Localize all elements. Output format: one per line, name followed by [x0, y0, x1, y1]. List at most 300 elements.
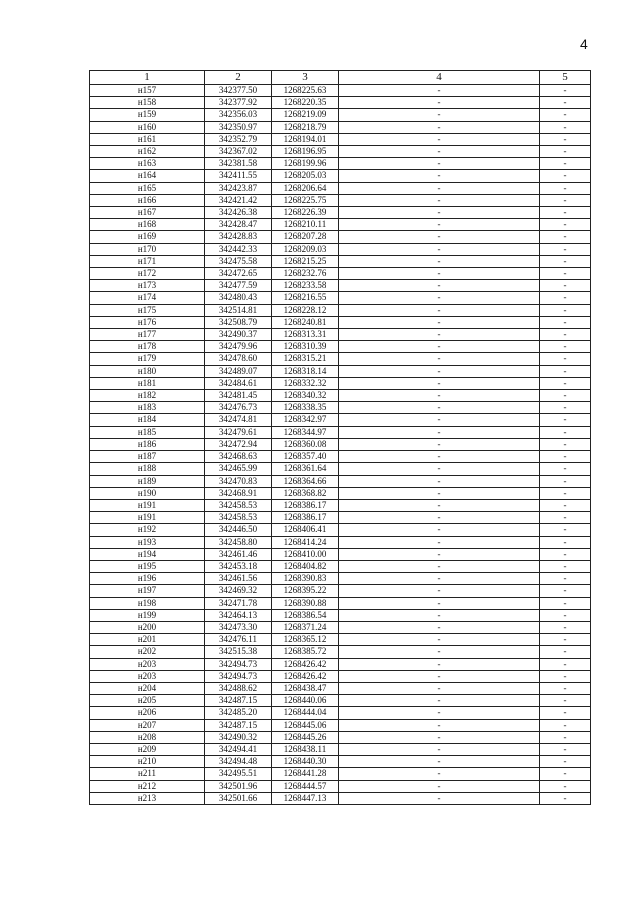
y-coordinate-cell: 1268216.55: [272, 292, 339, 304]
column-5-cell: -: [540, 426, 591, 438]
point-number-cell: н189: [90, 475, 205, 487]
column-4-cell: -: [339, 341, 540, 353]
table-row: [90, 719, 591, 731]
y-coordinate-cell: 1268438.11: [272, 743, 339, 755]
point-number-cell: н209: [90, 743, 205, 755]
table-row: [90, 280, 591, 292]
table-row: [90, 695, 591, 707]
point-number-cell: н168: [90, 219, 205, 231]
y-coordinate-cell: 1268228.12: [272, 304, 339, 316]
point-number-cell: н180: [90, 365, 205, 377]
y-coordinate-cell: 1268426.42: [272, 658, 339, 670]
column-4-cell: -: [339, 377, 540, 389]
column-4-cell: -: [339, 438, 540, 450]
y-coordinate-cell: 1268404.82: [272, 560, 339, 572]
y-coordinate-cell: 1268206.64: [272, 182, 339, 194]
point-number-cell: н166: [90, 194, 205, 206]
y-coordinate-cell: 1268205.03: [272, 170, 339, 182]
y-coordinate-cell: 1268414.24: [272, 536, 339, 548]
x-coordinate-cell: 342458.80: [205, 536, 272, 548]
point-number-cell: н178: [90, 341, 205, 353]
point-number-cell: н206: [90, 707, 205, 719]
column-4-cell: -: [339, 707, 540, 719]
point-number-cell: н192: [90, 524, 205, 536]
x-coordinate-cell: 342473.30: [205, 621, 272, 633]
column-4-cell: -: [339, 792, 540, 804]
column-4-cell: -: [339, 731, 540, 743]
table-row: [90, 182, 591, 194]
point-number-cell: н187: [90, 451, 205, 463]
point-number-cell: н172: [90, 268, 205, 280]
x-coordinate-cell: 342472.65: [205, 268, 272, 280]
column-4-cell: -: [339, 756, 540, 768]
y-coordinate-cell: 1268315.21: [272, 353, 339, 365]
y-coordinate-cell: 1268219.09: [272, 109, 339, 121]
y-coordinate-cell: 1268209.03: [272, 243, 339, 255]
column-5-cell: -: [540, 780, 591, 792]
x-coordinate-cell: 342508.79: [205, 316, 272, 328]
column-5-cell: -: [540, 524, 591, 536]
x-coordinate-cell: 342485.20: [205, 707, 272, 719]
column-5-cell: -: [540, 573, 591, 585]
column-5-cell: -: [540, 621, 591, 633]
column-4-cell: -: [339, 133, 540, 145]
y-coordinate-cell: 1268318.14: [272, 365, 339, 377]
column-5-cell: -: [540, 194, 591, 206]
column-4-cell: -: [339, 743, 540, 755]
y-coordinate-cell: 1268338.35: [272, 402, 339, 414]
y-coordinate-cell: 1268196.95: [272, 146, 339, 158]
point-number-cell: н199: [90, 609, 205, 621]
table-row: [90, 634, 591, 646]
column-4-cell: -: [339, 475, 540, 487]
y-coordinate-cell: 1268220.35: [272, 97, 339, 109]
column-5-cell: -: [540, 438, 591, 450]
table-row: [90, 329, 591, 341]
point-number-cell: н197: [90, 585, 205, 597]
y-coordinate-cell: 1268444.57: [272, 780, 339, 792]
x-coordinate-cell: 342501.66: [205, 792, 272, 804]
point-number-cell: н188: [90, 463, 205, 475]
column-5-cell: -: [540, 109, 591, 121]
table-row: [90, 780, 591, 792]
x-coordinate-cell: 342489.07: [205, 365, 272, 377]
x-coordinate-cell: 342494.73: [205, 658, 272, 670]
x-coordinate-cell: 342381.58: [205, 158, 272, 170]
column-4-cell: -: [339, 658, 540, 670]
column-5-cell: -: [540, 353, 591, 365]
y-coordinate-cell: 1268342.97: [272, 414, 339, 426]
y-coordinate-cell: 1268447.13: [272, 792, 339, 804]
column-5-cell: -: [540, 377, 591, 389]
column-4-cell: -: [339, 243, 540, 255]
y-coordinate-cell: 1268364.66: [272, 475, 339, 487]
point-number-cell: н202: [90, 646, 205, 658]
column-4-cell: -: [339, 670, 540, 682]
point-number-cell: н157: [90, 85, 205, 97]
x-coordinate-cell: 342426.38: [205, 207, 272, 219]
x-coordinate-cell: 342471.78: [205, 597, 272, 609]
point-number-cell: н176: [90, 316, 205, 328]
column-4-cell: -: [339, 255, 540, 267]
y-coordinate-cell: 1268440.30: [272, 756, 339, 768]
y-coordinate-cell: 1268390.83: [272, 573, 339, 585]
column-4-cell: -: [339, 365, 540, 377]
column-5-cell: -: [540, 792, 591, 804]
column-4-cell: -: [339, 316, 540, 328]
column-5-cell: -: [540, 390, 591, 402]
x-coordinate-cell: 342479.96: [205, 341, 272, 353]
point-number-cell: н195: [90, 560, 205, 572]
table-header-row: [90, 71, 591, 85]
table-row: [90, 146, 591, 158]
x-coordinate-cell: 342421.42: [205, 194, 272, 206]
point-number-cell: н204: [90, 682, 205, 694]
table-row: [90, 316, 591, 328]
x-coordinate-cell: 342453.18: [205, 560, 272, 572]
column-4-cell: -: [339, 634, 540, 646]
table-row: [90, 597, 591, 609]
column-5-cell: -: [540, 158, 591, 170]
point-number-cell: н210: [90, 756, 205, 768]
table-row: [90, 304, 591, 316]
x-coordinate-cell: 342428.47: [205, 219, 272, 231]
point-number-cell: н165: [90, 182, 205, 194]
point-number-cell: н158: [90, 97, 205, 109]
column-5-cell: -: [540, 499, 591, 511]
column-4-cell: -: [339, 414, 540, 426]
x-coordinate-cell: 342468.91: [205, 487, 272, 499]
table-row: [90, 731, 591, 743]
point-number-cell: н164: [90, 170, 205, 182]
table-row: [90, 609, 591, 621]
x-coordinate-cell: 342461.56: [205, 573, 272, 585]
table-row: [90, 194, 591, 206]
column-4-cell: -: [339, 292, 540, 304]
point-number-cell: н186: [90, 438, 205, 450]
table-row: [90, 487, 591, 499]
point-number-cell: н167: [90, 207, 205, 219]
column-5-cell: -: [540, 756, 591, 768]
x-coordinate-cell: 342350.97: [205, 121, 272, 133]
column-4-cell: -: [339, 97, 540, 109]
column-5-cell: -: [540, 304, 591, 316]
column-5-cell: -: [540, 682, 591, 694]
table-row: [90, 121, 591, 133]
column-5-cell: -: [540, 695, 591, 707]
y-coordinate-cell: 1268360.08: [272, 438, 339, 450]
column-4-cell: -: [339, 695, 540, 707]
column-5-cell: -: [540, 85, 591, 97]
column-4-cell: -: [339, 512, 540, 524]
y-coordinate-cell: 1268386.54: [272, 609, 339, 621]
column-5-cell: -: [540, 536, 591, 548]
x-coordinate-cell: 342494.73: [205, 670, 272, 682]
x-coordinate-cell: 342411.55: [205, 170, 272, 182]
point-number-cell: н212: [90, 780, 205, 792]
y-coordinate-cell: 1268199.96: [272, 158, 339, 170]
column-5-cell: -: [540, 97, 591, 109]
column-header-5: 5: [540, 71, 591, 85]
point-number-cell: н169: [90, 231, 205, 243]
table-row: [90, 792, 591, 804]
point-number-cell: н196: [90, 573, 205, 585]
x-coordinate-cell: 342472.94: [205, 438, 272, 450]
column-4-cell: -: [339, 451, 540, 463]
table-row: [90, 292, 591, 304]
column-4-cell: -: [339, 536, 540, 548]
table-row: [90, 499, 591, 511]
point-number-cell: н201: [90, 634, 205, 646]
x-coordinate-cell: 342458.53: [205, 499, 272, 511]
x-coordinate-cell: 342488.62: [205, 682, 272, 694]
point-number-cell: н159: [90, 109, 205, 121]
x-coordinate-cell: 342465.99: [205, 463, 272, 475]
column-4-cell: -: [339, 487, 540, 499]
column-4-cell: -: [339, 780, 540, 792]
table-row: [90, 621, 591, 633]
point-number-cell: н174: [90, 292, 205, 304]
column-5-cell: -: [540, 329, 591, 341]
x-coordinate-cell: 342478.60: [205, 353, 272, 365]
x-coordinate-cell: 342490.37: [205, 329, 272, 341]
y-coordinate-cell: 1268438.47: [272, 682, 339, 694]
x-coordinate-cell: 342423.87: [205, 182, 272, 194]
point-number-cell: н205: [90, 695, 205, 707]
column-5-cell: -: [540, 219, 591, 231]
column-5-cell: -: [540, 731, 591, 743]
y-coordinate-cell: 1268361.64: [272, 463, 339, 475]
column-5-cell: -: [540, 133, 591, 145]
column-4-cell: -: [339, 353, 540, 365]
point-number-cell: н171: [90, 255, 205, 267]
column-header-4: 4: [339, 71, 540, 85]
table-row: [90, 768, 591, 780]
column-4-cell: -: [339, 280, 540, 292]
x-coordinate-cell: 342480.43: [205, 292, 272, 304]
table-row: [90, 109, 591, 121]
column-5-cell: -: [540, 560, 591, 572]
column-4-cell: -: [339, 573, 540, 585]
y-coordinate-cell: 1268371.24: [272, 621, 339, 633]
table-row: [90, 475, 591, 487]
table-row: [90, 341, 591, 353]
y-coordinate-cell: 1268313.31: [272, 329, 339, 341]
y-coordinate-cell: 1268340.32: [272, 390, 339, 402]
table-row: [90, 743, 591, 755]
column-4-cell: -: [339, 121, 540, 133]
table-row: [90, 585, 591, 597]
column-4-cell: -: [339, 231, 540, 243]
table-row: [90, 670, 591, 682]
point-number-cell: н200: [90, 621, 205, 633]
y-coordinate-cell: 1268215.25: [272, 255, 339, 267]
x-coordinate-cell: 342487.15: [205, 695, 272, 707]
point-number-cell: н194: [90, 548, 205, 560]
coordinates-table: [89, 70, 591, 805]
column-5-cell: -: [540, 121, 591, 133]
column-5-cell: -: [540, 255, 591, 267]
x-coordinate-cell: 342428.83: [205, 231, 272, 243]
table-row: [90, 353, 591, 365]
column-4-cell: -: [339, 146, 540, 158]
x-coordinate-cell: 342356.03: [205, 109, 272, 121]
x-coordinate-cell: 342495.51: [205, 768, 272, 780]
column-4-cell: -: [339, 499, 540, 511]
column-4-cell: -: [339, 719, 540, 731]
column-5-cell: -: [540, 341, 591, 353]
table-row: [90, 85, 591, 97]
table-row: [90, 463, 591, 475]
x-coordinate-cell: 342484.61: [205, 377, 272, 389]
point-number-cell: н191: [90, 499, 205, 511]
y-coordinate-cell: 1268368.82: [272, 487, 339, 499]
column-header-3: 3: [272, 71, 339, 85]
y-coordinate-cell: 1268210.11: [272, 219, 339, 231]
y-coordinate-cell: 1268410.00: [272, 548, 339, 560]
column-5-cell: -: [540, 365, 591, 377]
y-coordinate-cell: 1268385.72: [272, 646, 339, 658]
x-coordinate-cell: 342515.38: [205, 646, 272, 658]
point-number-cell: н203: [90, 658, 205, 670]
column-4-cell: -: [339, 560, 540, 572]
table-row: [90, 207, 591, 219]
column-5-cell: -: [540, 207, 591, 219]
x-coordinate-cell: 342474.81: [205, 414, 272, 426]
column-4-cell: -: [339, 585, 540, 597]
column-5-cell: -: [540, 243, 591, 255]
point-number-cell: н175: [90, 304, 205, 316]
y-coordinate-cell: 1268232.76: [272, 268, 339, 280]
y-coordinate-cell: 1268310.39: [272, 341, 339, 353]
column-4-cell: -: [339, 768, 540, 780]
x-coordinate-cell: 342476.11: [205, 634, 272, 646]
table-row: [90, 536, 591, 548]
column-5-cell: -: [540, 487, 591, 499]
column-5-cell: -: [540, 719, 591, 731]
y-coordinate-cell: 1268445.26: [272, 731, 339, 743]
column-header-1: 1: [90, 71, 205, 85]
table-row: [90, 231, 591, 243]
point-number-cell: н198: [90, 597, 205, 609]
column-5-cell: -: [540, 585, 591, 597]
table-row: [90, 158, 591, 170]
column-5-cell: -: [540, 231, 591, 243]
column-5-cell: -: [540, 670, 591, 682]
y-coordinate-cell: 1268332.32: [272, 377, 339, 389]
point-number-cell: н190: [90, 487, 205, 499]
table-body: [90, 85, 591, 805]
x-coordinate-cell: 342481.45: [205, 390, 272, 402]
table-row: [90, 426, 591, 438]
column-5-cell: -: [540, 646, 591, 658]
column-4-cell: -: [339, 426, 540, 438]
point-number-cell: н177: [90, 329, 205, 341]
column-4-cell: -: [339, 524, 540, 536]
y-coordinate-cell: 1268426.42: [272, 670, 339, 682]
table-row: [90, 414, 591, 426]
column-4-cell: -: [339, 304, 540, 316]
column-5-cell: -: [540, 316, 591, 328]
column-4-cell: -: [339, 597, 540, 609]
column-4-cell: -: [339, 329, 540, 341]
table-row: [90, 646, 591, 658]
y-coordinate-cell: 1268395.22: [272, 585, 339, 597]
column-5-cell: -: [540, 280, 591, 292]
column-5-cell: -: [540, 743, 591, 755]
column-4-cell: -: [339, 402, 540, 414]
column-4-cell: -: [339, 463, 540, 475]
column-5-cell: -: [540, 402, 591, 414]
x-coordinate-cell: 342487.15: [205, 719, 272, 731]
x-coordinate-cell: 342469.32: [205, 585, 272, 597]
column-5-cell: -: [540, 609, 591, 621]
point-number-cell: н213: [90, 792, 205, 804]
point-number-cell: н160: [90, 121, 205, 133]
column-4-cell: -: [339, 109, 540, 121]
x-coordinate-cell: 342446.50: [205, 524, 272, 536]
x-coordinate-cell: 342494.48: [205, 756, 272, 768]
column-4-cell: -: [339, 219, 540, 231]
x-coordinate-cell: 342458.53: [205, 512, 272, 524]
point-number-cell: н162: [90, 146, 205, 158]
column-4-cell: -: [339, 268, 540, 280]
y-coordinate-cell: 1268225.75: [272, 194, 339, 206]
table-row: [90, 658, 591, 670]
column-5-cell: -: [540, 451, 591, 463]
table-row: [90, 548, 591, 560]
point-number-cell: н161: [90, 133, 205, 145]
column-5-cell: -: [540, 512, 591, 524]
table-row: [90, 560, 591, 572]
column-4-cell: -: [339, 390, 540, 402]
column-5-cell: -: [540, 707, 591, 719]
y-coordinate-cell: 1268194.01: [272, 133, 339, 145]
table-row: [90, 756, 591, 768]
table-row: [90, 438, 591, 450]
point-number-cell: н183: [90, 402, 205, 414]
table-row: [90, 707, 591, 719]
column-5-cell: -: [540, 170, 591, 182]
column-4-cell: -: [339, 609, 540, 621]
point-number-cell: н184: [90, 414, 205, 426]
table-row: [90, 573, 591, 585]
column-4-cell: -: [339, 158, 540, 170]
y-coordinate-cell: 1268440.06: [272, 695, 339, 707]
x-coordinate-cell: 342464.13: [205, 609, 272, 621]
column-5-cell: -: [540, 597, 591, 609]
table-row: [90, 390, 591, 402]
x-coordinate-cell: 342461.46: [205, 548, 272, 560]
y-coordinate-cell: 1268344.97: [272, 426, 339, 438]
column-header-2: 2: [205, 71, 272, 85]
point-number-cell: н179: [90, 353, 205, 365]
table-row: [90, 682, 591, 694]
table-row: [90, 243, 591, 255]
x-coordinate-cell: 342494.41: [205, 743, 272, 755]
x-coordinate-cell: 342479.61: [205, 426, 272, 438]
column-5-cell: -: [540, 182, 591, 194]
point-number-cell: н191: [90, 512, 205, 524]
y-coordinate-cell: 1268444.04: [272, 707, 339, 719]
column-5-cell: -: [540, 475, 591, 487]
column-5-cell: -: [540, 146, 591, 158]
column-5-cell: -: [540, 768, 591, 780]
page-number: 4: [580, 36, 588, 52]
column-5-cell: -: [540, 292, 591, 304]
column-5-cell: -: [540, 658, 591, 670]
column-4-cell: -: [339, 182, 540, 194]
